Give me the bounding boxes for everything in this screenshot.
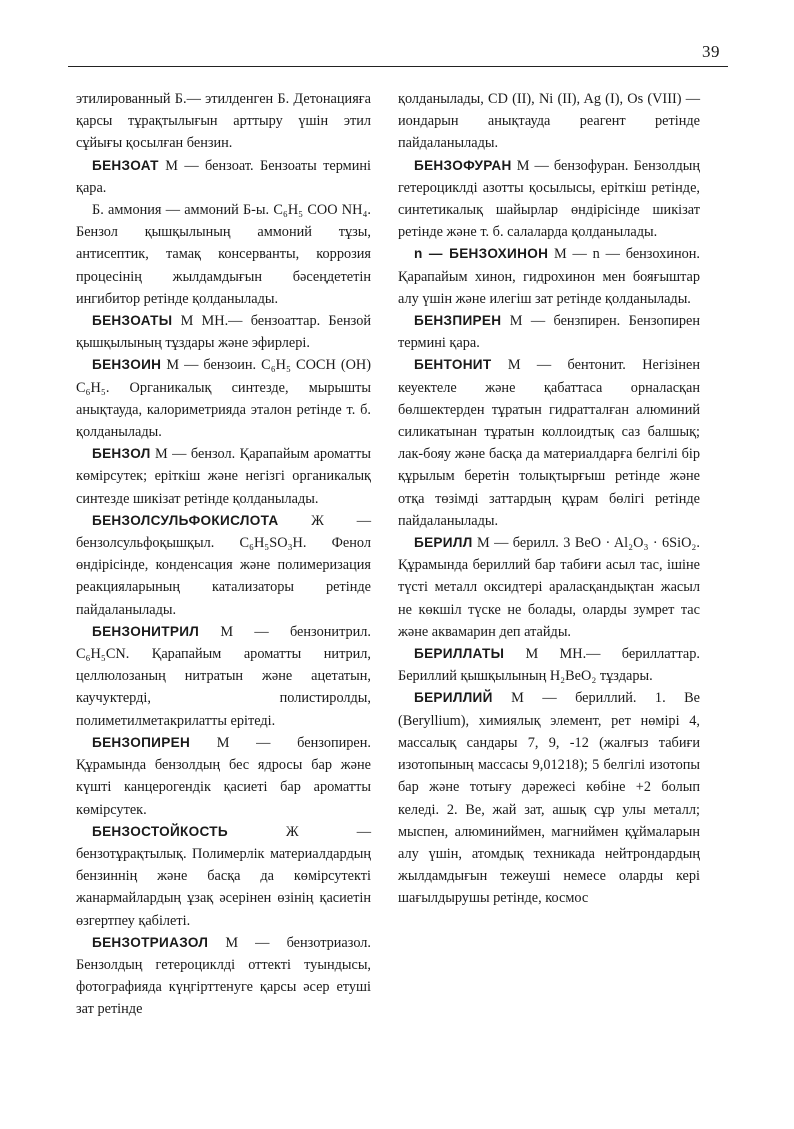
- entry-body: М — бензофуран. Бензолдың гетероциклді азотты қосылысы, еріткіш ретінде, синтетикалық шайырлар өндірісінде шикізат ретінде және т. б. салаларда қолданылады.: [398, 157, 700, 241]
- entry-headword: БЕНЗОФУРАН: [414, 157, 512, 173]
- entry-headword: БЕНТОНИТ: [414, 357, 492, 373]
- entry-headword: БЕНЗОАТ: [92, 157, 159, 173]
- entry-headword: БЕРИЛЛАТЫ: [414, 646, 505, 662]
- entry-body: М — бензоин. C₆H₅ COCH (OH) C₆H₅. Органикалық синтезде, мырышты анықтауда, калориметрияда эталон ретінде т. б. қолданылады.: [76, 357, 371, 441]
- dictionary-entry: [76, 443, 371, 510]
- dictionary-entry: [398, 310, 700, 354]
- left-column: [76, 88, 371, 1021]
- dictionary-entry: [398, 243, 700, 310]
- entry-body: М — бензонитрил. C₆H₅CN. Қарапайым ароматты нитрил, целлюлозаның нитратын және ацетатын, каучуктерді, полистиролды, полиметилметакрилатты ерітеді.: [76, 623, 371, 729]
- dictionary-entry: [76, 354, 371, 443]
- dictionary-entry: [398, 687, 700, 909]
- dictionary-entry: [76, 821, 371, 932]
- entry-body: М — бензпирен. Бензопирен термині қара.: [398, 313, 700, 352]
- dictionary-entry: [398, 155, 700, 244]
- entry-headword: БЕНЗОАТЫ: [92, 313, 173, 329]
- entry-headword: БЕНЗОНИТРИЛ: [92, 623, 200, 639]
- dictionary-entry: [398, 643, 700, 687]
- entry-body: М МН.— бензоаттар. Бензой қышқылының тұздары және эфирлері.: [76, 313, 371, 352]
- entry-body: М — берилл. 3 BeO · Al₂O₃ · 6SiO₂. Құрамында бериллий бар табиғи асыл тас, ішіне түсті металл оксидтері араласқандықтан жасыл не көкшіл түске не болады, оларды зумрет тас және аквамарин деп атайды.: [398, 535, 700, 640]
- entry-headword: БЕРИЛЛ: [414, 535, 473, 551]
- entry-headword: БЕНЗОЛ: [92, 446, 151, 462]
- entry-body: М — бентонит. Негізінен кеуектеле және қабаттаса орналасқан бөлшектерден тұратын гидратталған алюминий силикатынан тұратын коллоидтық саз балшық; лак-бояу және басқа да материалдарға белгілі бір құрылым беретін толықтырғыш ретінде және отқа төзімді заттардың құрам бөлігі ретінде пайдаланылады.: [398, 357, 700, 529]
- header-rule: [68, 66, 728, 67]
- entry-headword: БЕНЗОЛСУЛЬФОКИСЛОТА: [92, 512, 279, 528]
- entry-body: М — n — бензохинон. Қарапайым хинон, гидрохинон мен бояғыштар алу үшін және илегіш зат ретінде қолданылады.: [398, 246, 700, 307]
- entry-body: Ж — бензолсульфоқышқыл. C₆H₅SO₃H. Фенол өндірісінде, конденсация және полимеризация реакцияларының катализаторы ретінде пайдаланылады.: [76, 512, 371, 618]
- entry-body: М МН.— бериллаттар. Бериллий қышқылының H₂BeO₂ тұздары.: [398, 646, 700, 685]
- entry-body: Ж — бензотұрақтылық. Полимерлік материалдардың бензиннің және басқа да көмірсутекті жанармайлардың ұзақ әсерінен өзінің қасиетін өзгертпеу қабілеті.: [76, 823, 371, 929]
- dictionary-entry: [76, 310, 371, 354]
- continuation-text: қолданылады, CD (II), Ni (II), Ag (I), Os (VIII) — иондарын анықтауда реагент ретінде пайдаланылады.: [398, 91, 700, 152]
- entry-body: М — бензопирен. Құрамында бензолдың бес ядросы бар және күшті канцерогендік қасиеті бар ароматты көмірсутек.: [76, 734, 371, 818]
- entry-headword: БЕНЗОПИРЕН: [92, 734, 191, 750]
- dictionary-entry: [76, 732, 371, 821]
- right-column: [398, 88, 700, 910]
- dictionary-entry: [76, 932, 371, 1021]
- entry-headword: БЕНЗОИН: [92, 357, 162, 373]
- dictionary-entry: [76, 621, 371, 732]
- dictionary-entry: [76, 510, 371, 621]
- continuation-text: этилированный Б.— этилденген Б. Детонацияға қарсы тұрақтылығын арттыру үшін этил сұйығы қосылған бензин.: [76, 91, 371, 152]
- entry-body: М — бензол. Қарапайым ароматты көмірсутек; еріткіш және негізгі органикалық синтезде шикізат ретінде қолданылады.: [76, 446, 371, 507]
- dictionary-entry: [398, 532, 700, 643]
- page-number: 39: [702, 42, 720, 61]
- continuation-text: Б. аммония — аммоний Б-ы. C₆H₅ COO NH₄. Бензол қышқылының аммоний тұзы, антисептик, тамақ консерванты, коррозия процесінің жылдамдығын бәсеңдететін ингибитор ретінде қолданылады.: [76, 202, 371, 307]
- entry-body: М — бензоат. Бензоаты термині қара.: [76, 157, 371, 196]
- entry-headword: БЕНЗОСТОЙКОСТЬ: [92, 823, 228, 839]
- entry-headword: n — БЕНЗОХИНОН: [414, 246, 549, 262]
- entry-body: М — бериллий. 1. Be (Beryllium), химиялық элемент, рет нөмірі 4, массалық сандары 7, 9, -12 (жалғыз табиғи изотопының массасы 9,01218); 5 белгілі изотопы бар және тотығу дәрежесі көбіне +2 болып келеді. 2. Be, жай зат, ашық сұр улы металл; мыспен, алюминиймен, магниймен құймаларын алу үшін, атомдық техникада нейтрондардың жылдамдығын тежеуші немесе оларды кері шағылдырушы ретінде, космос: [398, 690, 700, 907]
- entry-body: М — бензотриазол. Бензолдың гетероциклді оттекті туындысы, фотографияда күңгірттенуге қарсы әсер етуші зат ретінде: [76, 934, 371, 1018]
- dictionary-entry: [398, 354, 700, 532]
- entry-headword: БЕНЗОТРИАЗОЛ: [92, 934, 209, 950]
- dictionary-entry: [76, 155, 371, 199]
- entry-headword: БЕРИЛЛИЙ: [414, 690, 493, 706]
- entry-headword: БЕНЗПИРЕН: [414, 313, 502, 329]
